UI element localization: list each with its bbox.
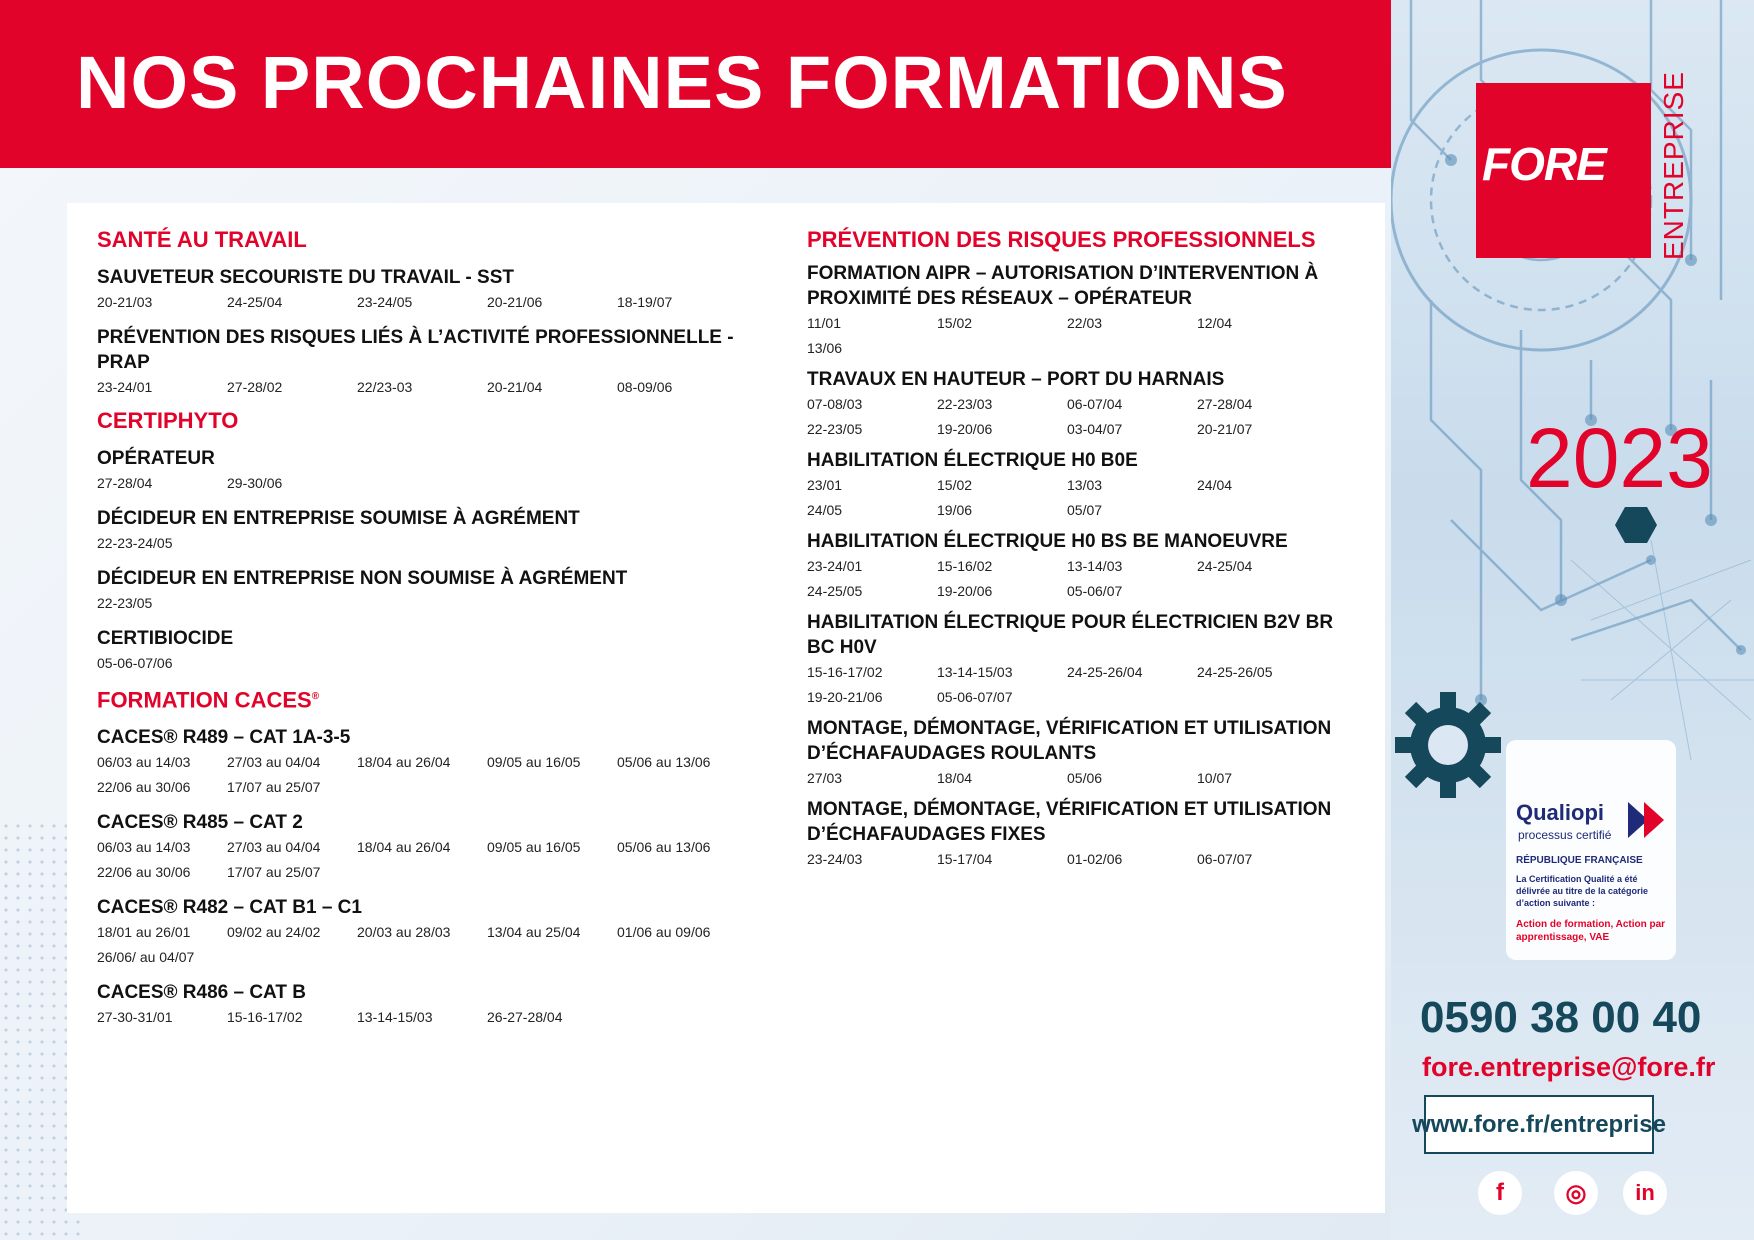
- session-date: 23-24/03: [807, 851, 863, 867]
- session-date: 05-06-07/06: [97, 655, 173, 671]
- phone-number[interactable]: 0590 38 00 40: [1420, 993, 1702, 1042]
- session-dates: [97, 920, 757, 970]
- session-dates: [97, 375, 757, 400]
- right-column: [807, 225, 1347, 872]
- session-date: 20-21/04: [487, 379, 543, 395]
- email-link[interactable]: fore.entreprise@fore.fr: [1422, 1052, 1716, 1082]
- course-block: [807, 797, 1347, 872]
- session-date: 13-14/03: [1067, 558, 1123, 574]
- session-date: 18/04: [937, 770, 973, 786]
- session-date: 20-21/07: [1197, 421, 1253, 437]
- session-dates: [807, 554, 1347, 604]
- website-link[interactable]: [1412, 1095, 1666, 1154]
- course-title: CACES® R485 – CAT 2: [97, 812, 303, 834]
- course-block: [97, 265, 757, 315]
- session-date: 23-24/05: [357, 294, 413, 310]
- certification-text: La Certification Qualité a été délivrée au titre de la catégorie d’action suivante :: [1516, 874, 1649, 908]
- session-date: 27/03 au 04/04: [227, 839, 321, 856]
- session-dates: [97, 471, 757, 496]
- session-date: 13/03: [1067, 477, 1103, 493]
- instagram-icon[interactable]: ◎: [1554, 1171, 1598, 1215]
- course-block: [97, 895, 757, 970]
- session-date: 18/04 au 26/04: [357, 754, 451, 771]
- category-title: CERTIPHYTO: [97, 408, 239, 433]
- course-title: MONTAGE, DÉMONTAGE, VÉRIFICATION ET UTILISATION D’ÉCHAFAUDAGES ROULANTS: [807, 718, 1332, 764]
- session-date: 26-27-28/04: [487, 1009, 563, 1026]
- session-dates: [97, 750, 757, 800]
- course-block: [97, 626, 757, 676]
- session-date: 06/03 au 14/03: [97, 839, 191, 856]
- session-date: 24/05: [807, 502, 843, 518]
- course-block: [97, 566, 757, 616]
- course-title: FORMATION AIPR – AUTORISATION D’INTERVENTION À PROXIMITÉ DES RÉSEAUX – OPÉRATEUR: [807, 263, 1319, 309]
- category-heading: [97, 406, 757, 436]
- session-date: 17/07 au 25/07: [227, 864, 321, 881]
- session-dates: [97, 651, 757, 676]
- session-date: 27-28/04: [97, 475, 153, 491]
- category-heading: [97, 225, 757, 255]
- session-dates: [807, 473, 1347, 523]
- category-heading: [807, 225, 1347, 255]
- category-title: SANTÉ AU TRAVAIL: [97, 227, 307, 252]
- course-block: [97, 325, 757, 400]
- session-dates: [807, 392, 1347, 442]
- session-date: 09/05 au 16/05: [487, 839, 581, 856]
- session-date: 27-30-31/01: [97, 1009, 173, 1026]
- fore-logo: [1476, 83, 1651, 258]
- session-dates: [97, 591, 757, 616]
- course-block: [807, 448, 1347, 523]
- session-date: 24-25/04: [1197, 558, 1253, 574]
- certification-actions: Action de formation, Action par apprentissage, VAE: [1516, 919, 1666, 943]
- session-date: 27-28/04: [1197, 396, 1253, 412]
- qualiopi-certification: [1506, 740, 1676, 960]
- session-date: 27-28/02: [227, 379, 283, 395]
- session-dates: [97, 1005, 757, 1030]
- session-dates: [97, 835, 757, 885]
- course-block: [97, 506, 757, 556]
- session-date: 05-06/07: [1067, 583, 1123, 599]
- session-date: 24-25/05: [807, 583, 863, 599]
- session-date: 18-19/07: [617, 294, 673, 310]
- course-title: HABILITATION ÉLECTRIQUE H0 B0E: [807, 450, 1138, 471]
- session-date: 07-08/03: [807, 396, 863, 412]
- session-date: 01/06 au 09/06: [617, 924, 711, 941]
- session-date: 03-04/07: [1067, 421, 1123, 437]
- session-date: 18/01 au 26/01: [97, 924, 191, 941]
- course-block: [807, 716, 1347, 791]
- session-date: 22-23-24/05: [97, 535, 173, 551]
- course-block: [97, 980, 757, 1030]
- session-date: 29-30/06: [227, 475, 283, 491]
- course-title: MONTAGE, DÉMONTAGE, VÉRIFICATION ET UTILISATION D’ÉCHAFAUDAGES FIXES: [807, 799, 1332, 845]
- session-date: 23/01: [807, 477, 843, 493]
- course-title: HABILITATION ÉLECTRIQUE H0 BS BE MANOEUVRE: [807, 531, 1288, 552]
- session-date: 12/04: [1197, 315, 1233, 331]
- session-date: 19-20-21/06: [807, 689, 883, 705]
- session-dates: [97, 531, 757, 556]
- session-date: 05/07: [1067, 502, 1103, 518]
- course-title: CACES® R489 – CAT 1A-3-5: [97, 727, 351, 749]
- session-date: 15/02: [937, 315, 973, 331]
- session-date: 05/06: [1067, 770, 1103, 786]
- session-date: 13-14-15/03: [357, 1009, 433, 1026]
- session-date: 22/03: [1067, 315, 1103, 331]
- session-date: 11/01: [807, 315, 841, 331]
- course-title: SAUVETEUR SECOURISTE DU TRAVAIL - SST: [97, 267, 514, 288]
- course-title: TRAVAUX EN HAUTEUR – PORT DU HARNAIS: [807, 369, 1225, 390]
- course-block: [807, 610, 1347, 710]
- course-block: [807, 367, 1347, 442]
- session-date: 15-16-17/02: [807, 664, 883, 680]
- session-date: 22/23-03: [357, 379, 413, 395]
- qualiopi-name: Qualiopi: [1516, 800, 1604, 825]
- session-date: 20/03 au 28/03: [357, 924, 451, 941]
- page-header: [0, 0, 1391, 168]
- session-dates: [807, 766, 1347, 791]
- content-panel: [67, 203, 1385, 1213]
- session-date: 09/02 au 24/02: [227, 924, 321, 941]
- session-dates: [807, 847, 1347, 872]
- session-date: 23-24/01: [97, 379, 153, 395]
- session-date: 15/02: [937, 477, 973, 493]
- course-title: CACES® R486 – CAT B: [97, 982, 306, 1004]
- logo-text: FORE: [1482, 138, 1606, 190]
- facebook-icon[interactable]: f: [1478, 1171, 1522, 1215]
- session-date: 20-21/06: [487, 294, 543, 310]
- session-date: 19/06: [937, 502, 973, 518]
- course-block: [97, 725, 757, 800]
- session-date: 27/03 au 04/04: [227, 754, 321, 771]
- session-date: 15-17/04: [937, 851, 993, 867]
- session-date: 05/06 au 13/06: [617, 839, 711, 856]
- course-title: DÉCIDEUR EN ENTREPRISE SOUMISE À AGRÉMENT: [97, 508, 580, 529]
- session-date: 15-16/02: [937, 558, 993, 574]
- category-heading: [97, 682, 757, 715]
- session-date: 23-24/01: [807, 558, 863, 574]
- session-date: 19-20/06: [937, 583, 993, 599]
- session-date: 13/04 au 25/04: [487, 924, 581, 941]
- session-date: 24/04: [1197, 477, 1233, 493]
- session-date: 08-09/06: [617, 379, 673, 395]
- session-date: 22-23/05: [97, 595, 153, 611]
- session-date: 15-16-17/02: [227, 1009, 303, 1026]
- gear-icon: [1393, 690, 1503, 800]
- course-title: CERTIBIOCIDE: [97, 628, 234, 649]
- session-date: 22-23/03: [937, 396, 993, 412]
- session-date: 22/06 au 30/06: [97, 864, 191, 881]
- course-block: [807, 529, 1347, 604]
- session-date: 24-25-26/04: [1067, 664, 1143, 680]
- session-date: 24-25/04: [227, 294, 283, 310]
- year-label: 2023: [1526, 411, 1713, 505]
- session-dates: [97, 290, 757, 315]
- session-date: 01-02/06: [1067, 851, 1123, 867]
- session-dates: [807, 311, 1347, 361]
- session-date: 19-20/06: [937, 421, 993, 437]
- session-date: 17/07 au 25/07: [227, 779, 321, 796]
- session-date: 10/07: [1197, 770, 1233, 786]
- session-date: 26/06/ au 04/07: [97, 949, 195, 966]
- republic-label: RÉPUBLIQUE FRANÇAISE: [1516, 855, 1643, 866]
- course-title: DÉCIDEUR EN ENTREPRISE NON SOUMISE À AGRÉMENT: [97, 568, 628, 589]
- session-date: 20-21/03: [97, 294, 153, 310]
- session-date: 09/05 au 16/05: [487, 754, 581, 771]
- session-date: 13/06: [807, 340, 843, 356]
- session-date: 05-06-07/07: [937, 689, 1013, 705]
- course-block: [807, 261, 1347, 361]
- course-title: CACES® R482 – CAT B1 – C1: [97, 897, 362, 919]
- course-block: [97, 810, 757, 885]
- session-date: 22/06 au 30/06: [97, 779, 191, 796]
- session-date: 27/03: [807, 770, 843, 786]
- session-dates: [807, 660, 1347, 710]
- session-date: 06-07/04: [1067, 396, 1123, 412]
- website-text: www.fore.fr/entreprise: [1412, 1110, 1666, 1138]
- session-date: 24-25-26/05: [1197, 664, 1273, 680]
- course-title: PRÉVENTION DES RISQUES LIÉS À L’ACTIVITÉ PROFESSIONNELLE - PRAP: [97, 327, 734, 373]
- session-date: 06-07/07: [1197, 851, 1253, 867]
- logo-subtitle: ENTREPRISE: [1658, 71, 1689, 260]
- session-date: 22-23/05: [807, 421, 863, 437]
- course-title: HABILITATION ÉLECTRIQUE POUR ÉLECTRICIEN B2V BR BC H0V: [807, 612, 1334, 658]
- qualiopi-subtitle: processus certifié: [1518, 828, 1612, 842]
- left-column: [97, 225, 757, 1030]
- registered-mark: ®: [311, 691, 320, 702]
- hexagon-icon: [1614, 505, 1658, 545]
- course-block: [97, 446, 757, 496]
- category-title: FORMATION CACES: [97, 687, 312, 713]
- session-date: 05/06 au 13/06: [617, 754, 711, 771]
- category-title: PRÉVENTION DES RISQUES PROFESSIONNELS: [807, 227, 1316, 252]
- course-title: OPÉRATEUR: [97, 448, 215, 469]
- session-date: 18/04 au 26/04: [357, 839, 451, 856]
- linkedin-icon[interactable]: in: [1623, 1171, 1667, 1215]
- session-date: 13-14-15/03: [937, 664, 1013, 680]
- page-title: NOS PROCHAINES FORMATIONS: [76, 41, 1288, 124]
- qualiopi-arrow-icon: [1628, 802, 1668, 838]
- session-date: 06/03 au 14/03: [97, 754, 191, 771]
